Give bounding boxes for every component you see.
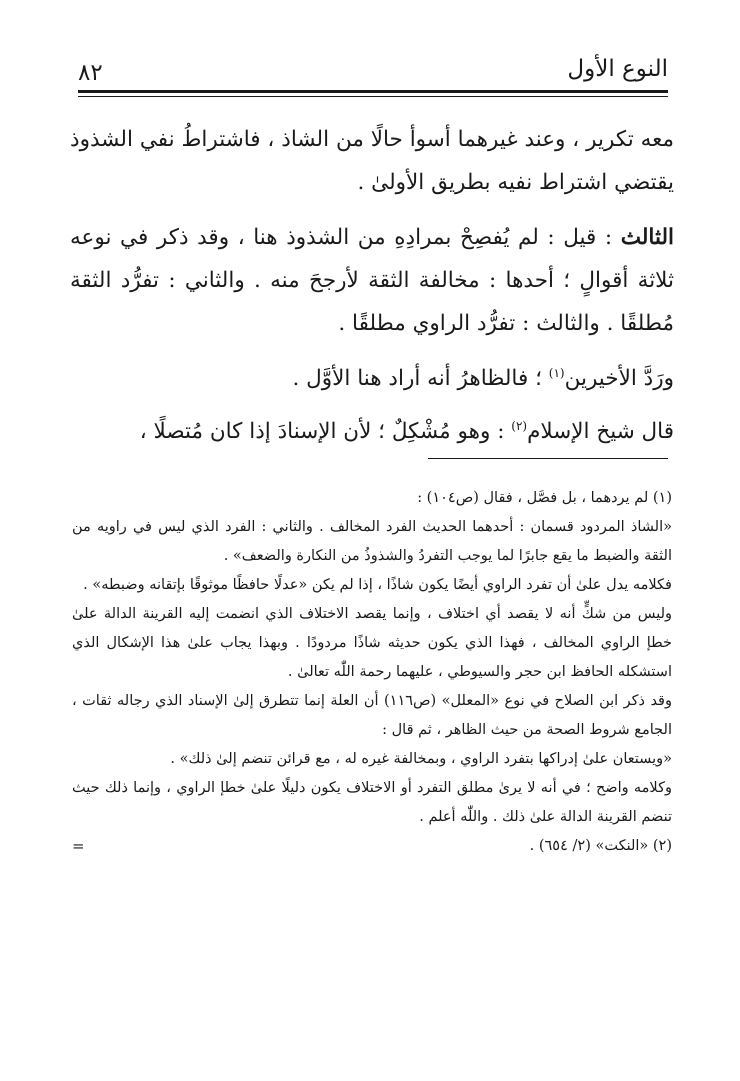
- footnote-separator: [428, 458, 668, 459]
- footnote-1-para-6: وكلامه واضح ؛ في أنه لا يرىٰ مطلق التفرد أو الاختلاف يكون دليلًا علىٰ خطإ الراوي ، وإنما ذلك حيث تنضم القرينة الدالة علىٰ ذلك . واللّٰه أعلم .: [72, 780, 672, 825]
- header-rule-thick: [78, 90, 668, 93]
- footnote-1-para-2: فكلامه يدل علىٰ أن تفرد الراوي أيضًا يكون شاذًا ، إذا لم يكن «عدلًا حافظًا موثوقًا بإتقانه وضبطه» .: [83, 577, 672, 593]
- footnote-1-para-4: وقد ذكر ابن الصلاح في نوع «المعلل» (ص١١٦) أن العلة إنما تتطرق إلىٰ الإسناد الذي رجاله ثقات ، الجامع شروط الصحة من حيث الظاهر ، ثم قال :: [72, 693, 672, 738]
- paragraph-3-after: ؛ فالظاهرُ أنه أراد هنا الأوَّل .: [292, 366, 549, 391]
- paragraph-2-lead: الثالث: [620, 225, 674, 250]
- footnote-2: [72, 832, 672, 861]
- footnote-1-line: (١) لم يردهما ، بل فصَّل ، فقال (ص١٠٤) :: [417, 490, 672, 506]
- paragraph-3-before: ورَدَّ الأخيرين: [564, 366, 674, 391]
- paragraph-2-body: : قيل : لم يُفصِحْ بمرادِهِ من الشذوذ هنا ، وقد ذكر في نوعه ثلاثة أقوالٍ ؛ أحدها : مخالفة الثقة لأرجحَ منه . والثاني : تفرُّد الثقة مُطلقًا . والثالث : تفرُّد الراوي مطلقًا .: [70, 225, 674, 336]
- paragraph-4-before: قال شيخ الإسلام: [527, 419, 674, 444]
- page-number: ٨٢: [78, 60, 103, 86]
- paragraph-3: [70, 357, 674, 400]
- footnote-1-para-3: وليس من شكٍّ أنه لا يقصد أي اختلاف ، وإنما يقصد الاختلاف الذي انضمت إليه القرينة الدالة علىٰ خطإ الراوي المخالف ، فهذا الذي يكون حديثه شاذًا مردودًا . وبهذا يجاب علىٰ هذا الإشكال الذي استشكله الحافظ ابن حجر والسيوطي ، عليهما رحمة اللّٰه تعالىٰ .: [72, 606, 672, 680]
- running-title: النوع الأول: [567, 56, 668, 82]
- footnote-1-quote: «الشاذ المردود قسمان : أحدهما الحديث الفرد المخالف . والثاني : الفرد الذي ليس في راويه من الثقة والضبط ما يقع جابرًا لما يوجب التفردُ والشذوذُ من النكارة والضعف» .: [72, 519, 672, 564]
- main-text: [70, 118, 674, 465]
- paragraph-4: [70, 410, 674, 453]
- footnote-1-para-5: «ويستعان علىٰ إدراكها بتفرد الراوي ، وبمخالفة غيره له ، مع قرائن تنضم إلىٰ ذلك» .: [170, 751, 672, 767]
- paragraph-1: [70, 118, 674, 204]
- footnote-ref-1: (١): [548, 365, 565, 380]
- footnotes: [72, 484, 672, 861]
- paragraph-4-after: : وهو مُشْكِلٌ ؛ لأن الإسنادَ إذا كان مُتصلًا ،: [139, 419, 512, 444]
- paragraph-2: [70, 216, 674, 345]
- footnote-ref-2: (٢): [511, 418, 528, 433]
- header-rule-thin: [78, 96, 668, 97]
- page-header: [78, 52, 668, 92]
- footnote-2-line: (٢) «النكت» (٢/ ٦٥٤) .: [529, 838, 672, 854]
- continuation-mark: =: [72, 837, 85, 855]
- paragraph-1-text: معه تكرير ، وعند غيرهما أسوأ حالًا من الشاذ ، فاشتراطُ نفي الشذوذ يقتضي اشتراط نفيه بطريق الأولىٰ .: [70, 127, 674, 195]
